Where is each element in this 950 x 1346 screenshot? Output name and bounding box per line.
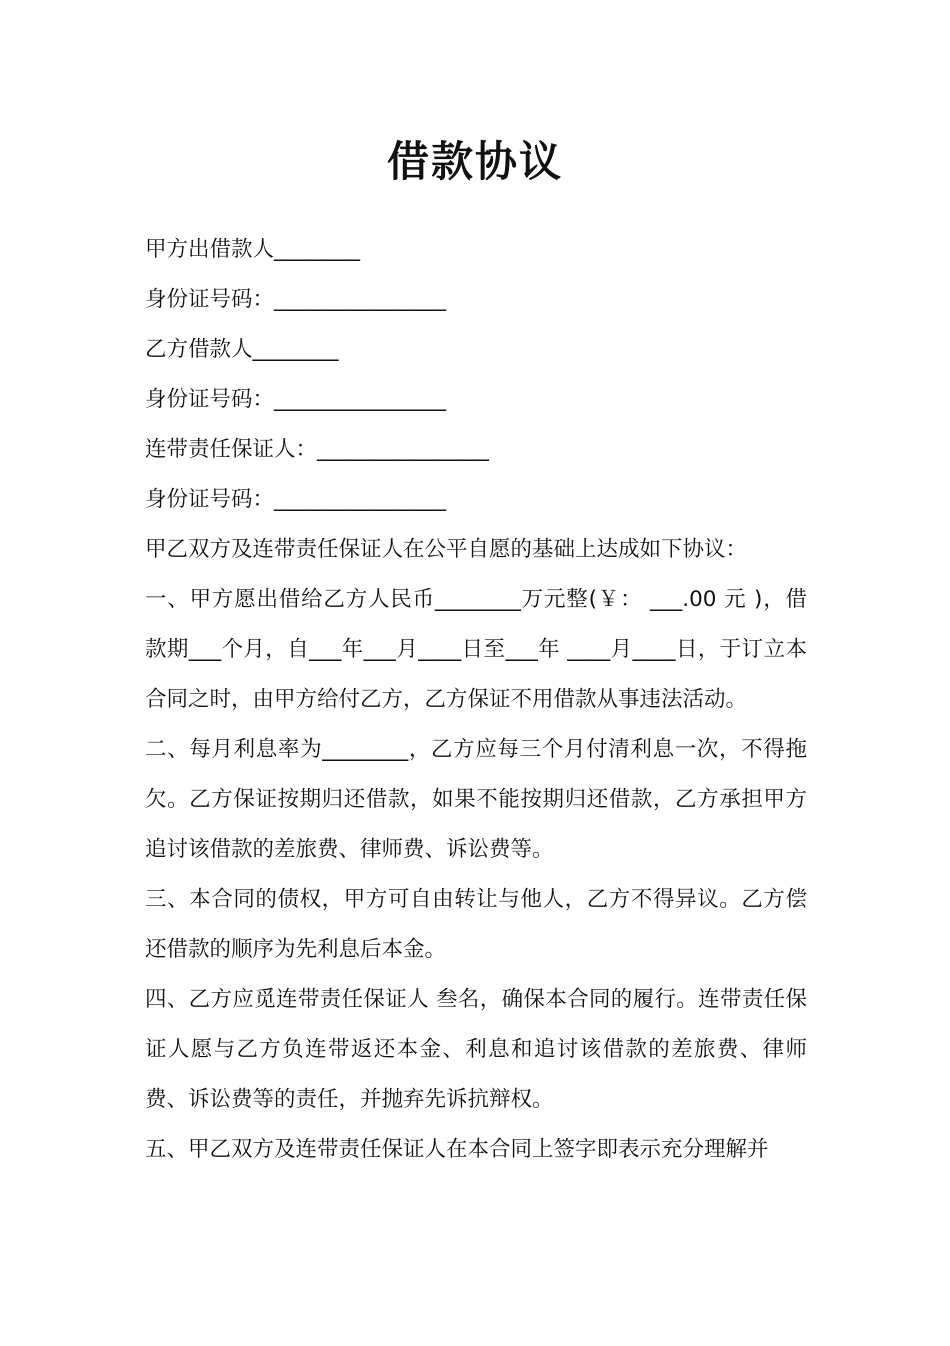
clause-4: 四、乙方应觅连带责任保证人 叁名，确保本合同的履行。连带责任保证人愿与乙方负连带返还本金、利息和追讨该借款的差旅费、律师费、诉讼费等的责任，并抛弃先诉抗辩权。 bbox=[145, 987, 807, 1112]
lender-id-field: 身份证号码：________________ bbox=[145, 287, 447, 312]
borrower-id-field: 身份证号码：________________ bbox=[145, 387, 447, 412]
clause-2: 二、每月利息率为________，乙方应每三个月付清利息一次，不得拖欠。乙方保证按期归还借款，如果不能按期归还借款，乙方承担甲方追讨该借款的差旅费、律师费、诉讼费等。 bbox=[145, 737, 807, 862]
lender-field: 甲方出借款人________ bbox=[145, 237, 361, 262]
clause-5: 五、甲乙双方及连带责任保证人在本合同上签字即表示充分理解并 bbox=[145, 1137, 769, 1162]
document-body bbox=[145, 225, 807, 1175]
guarantor-id-field: 身份证号码：________________ bbox=[145, 487, 447, 512]
clause-3: 三、本合同的债权，甲方可自由转让与他人，乙方不得异议。乙方偿还借款的顺序为先利息后本金。 bbox=[145, 887, 807, 962]
guarantor-field: 连带责任保证人：________________ bbox=[145, 437, 490, 462]
document-title: 借款协议 bbox=[386, 137, 563, 186]
intro-paragraph: 甲乙双方及连带责任保证人在公平自愿的基础上达成如下协议： bbox=[145, 537, 748, 562]
clause-1: 一、甲方愿出借给乙方人民币________万元整(￥： ___.00 元 )，借款期___个月，自___年___月____日至___年 ____月____日，于订立本合同之时，由甲方给付乙方，乙方保证不用借款从事违法活动。 bbox=[145, 587, 807, 712]
borrower-field: 乙方借款人________ bbox=[145, 337, 339, 362]
